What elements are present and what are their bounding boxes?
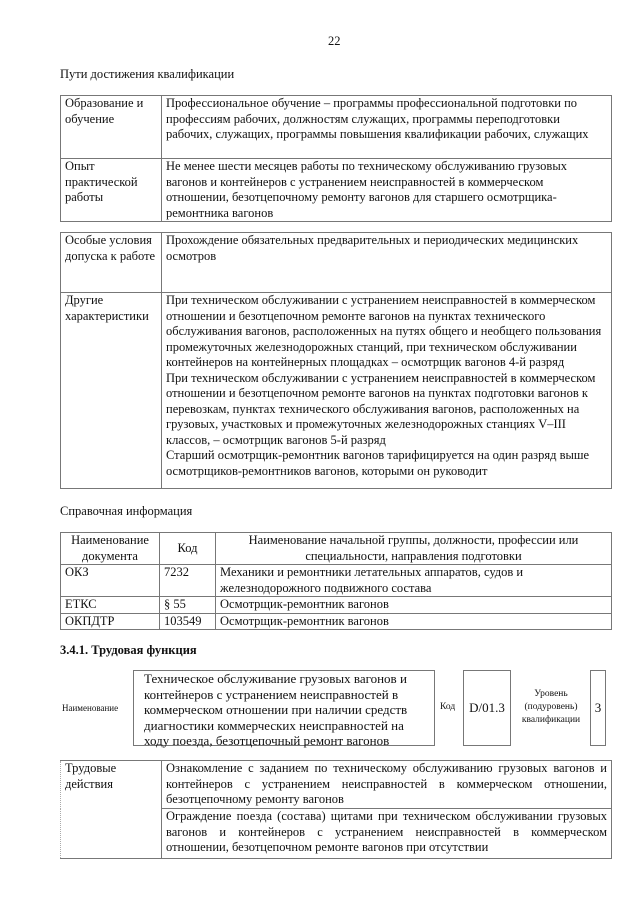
- table-row: [61, 565, 612, 597]
- name-cell: Механики и ремонтники летательных аппаратов, судов и железнодорожного подвижного состава: [216, 565, 612, 597]
- paragraph: При техническом обслуживании с устранением неисправностей в коммерческом отношении и безотцепочном ремонте вагонов на пунктах технического обслуживания вагонов, расположенных на путях общего и необщего пользования промежуточных железнодорожных станций, при техническом обслуживании контейнеров на контейнерных площадках – осмотрщик вагонов 4-й разряд: [166, 293, 602, 369]
- conditions-table: [60, 232, 612, 489]
- reference-heading: Справочная информация: [60, 504, 193, 518]
- row-label: Другие характеристики: [61, 293, 162, 489]
- qualification-paths-heading: Пути достижения квалификации: [60, 67, 235, 81]
- reference-table: [60, 532, 612, 630]
- table-header-row: [61, 533, 612, 565]
- function-name-box: Техническое обслуживание грузовых вагонов и контейнеров с устранением неисправностей в коммерческом отношении при наличии средств диагностики коммерческих неисправностей на ходу поезда, безотцепочный ремонт вагонов: [133, 670, 435, 746]
- table-row: [61, 597, 612, 614]
- labor-function-heading: 3.4.1. Трудовая функция: [60, 643, 197, 657]
- column-header: Наименование начальной группы, должности, профессии или специальности, направления подготовки: [216, 533, 612, 565]
- row-value: Прохождение обязательных предварительных и периодических медицинских осмотров: [162, 233, 612, 293]
- row-value: Профессиональное обучение – программы профессиональной подготовки по профессиям рабочих, должностям служащих, программы переподготовки рабочих, служащих, программы повышения квалификации рабочих, служащих: [162, 96, 612, 159]
- name-cell: Осмотрщик-ремонтник вагонов: [216, 613, 612, 630]
- doc-cell: ОКЗ: [61, 565, 160, 597]
- column-header: Наименование документа: [61, 533, 160, 565]
- row-label: Трудовые действия: [61, 761, 162, 859]
- code-cell: § 55: [160, 597, 216, 614]
- table-row: [61, 96, 612, 159]
- level-value-box: 3: [590, 670, 606, 746]
- labor-action-item: Ознакомление с заданием по техническому обслуживанию грузовых вагонов и контейнеров с устранением неисправностей в коммерческом отношении, безотцепочному ремонту вагонов: [162, 761, 612, 809]
- paragraph: При техническом обслуживании с устранением неисправностей в коммерческом отношении и безотцепочном ремонте вагонов на пунктах подготовки вагонов к перевозкам, пунктах технического обслуживания вагонов, расположенных на грузовых, участковых и промежуточных железнодорожных станциях V–III классов, – осмотрщик вагонов 5-й разряд: [166, 370, 596, 447]
- table-row: [61, 233, 612, 293]
- column-header: Код: [160, 533, 216, 565]
- labor-action-item: Ограждение поезда (состава) щитами при техническом обслуживании грузовых вагонов и контейнеров с устранением неисправностей в коммерческом отношении, безотцепочном ремонте вагонов при отсутствии: [162, 809, 612, 859]
- table-row: [61, 613, 612, 630]
- table-row: [61, 293, 612, 489]
- name-cell: Осмотрщик-ремонтник вагонов: [216, 597, 612, 614]
- code-label: Код: [440, 702, 456, 712]
- doc-cell: ЕТКС: [61, 597, 160, 614]
- page-number: 22: [328, 34, 341, 48]
- doc-cell: ОКПДТР: [61, 613, 160, 630]
- table-row: [61, 159, 612, 222]
- labor-actions-table: [60, 760, 612, 859]
- paragraph: Старший осмотрщик-ремонтник вагонов тарифицируется на один разряд выше осмотрщиков-ремонтников вагонов, которыми он руководит: [166, 448, 590, 478]
- table-row: [61, 761, 612, 809]
- row-label: Особые условия допуска к работе: [61, 233, 162, 293]
- qualification-paths-table: [60, 95, 612, 222]
- row-label: Образование и обучение: [61, 96, 162, 159]
- row-value: Не менее шести месяцев работы по техническому обслуживанию грузовых вагонов и контейнеров с устранением неисправностей в коммерческом отношении, безотцепочному ремонту вагонов для старшего осмотрщика-ремонтника вагонов: [162, 159, 612, 222]
- row-value: [162, 293, 612, 489]
- code-value-box: D/01.3: [463, 670, 511, 746]
- row-label: Опыт практической работы: [61, 159, 162, 222]
- name-label: Наименование: [62, 703, 119, 713]
- code-cell: 103549: [160, 613, 216, 630]
- level-label: Уровень (подуровень) квалификации: [521, 689, 581, 725]
- code-cell: 7232: [160, 565, 216, 597]
